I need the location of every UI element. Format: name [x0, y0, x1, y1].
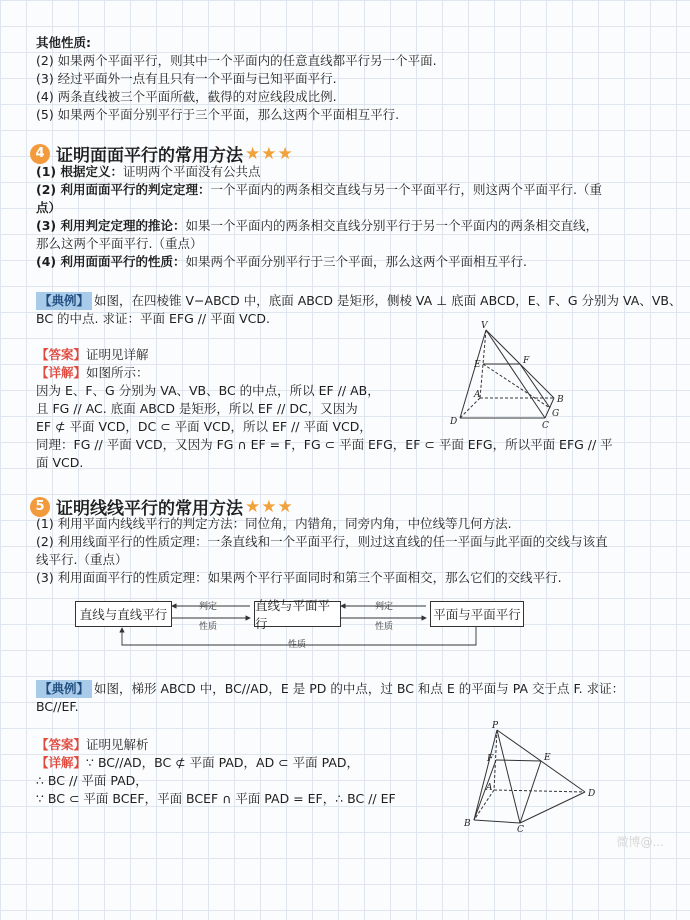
example-line [36, 292, 681, 310]
flow-arrows [0, 595, 690, 655]
example-text: 如图，梯形 ABCD 中，BC//AD，E 是 PD 的中点，过 BC 和点 E 的平面与 PA 交于点 F. 求证： [94, 681, 625, 696]
method-text: 如果两个平面分别平行于三个平面，那么这两个平面相互平行. [185, 254, 527, 269]
method-line [36, 235, 202, 253]
method-label: 点） [36, 200, 62, 215]
figure-label: E [544, 753, 551, 763]
figure-label: V [481, 321, 488, 331]
section4-title-text: 证明面面平行的常用方法 [56, 146, 243, 166]
section5-stars: ★★★ [245, 496, 294, 517]
answer-tag: 【答案】 [36, 347, 87, 362]
property-item: (3) 经过平面外一点有且只有一个平面与已知平面平行. [36, 71, 337, 86]
answer-text: 证明见详解 [86, 347, 149, 362]
method-line [36, 163, 261, 181]
watermark: 微博@... [616, 835, 664, 849]
method-line [36, 199, 61, 217]
example-tag: 【典例】 [36, 680, 92, 698]
method-label: (1) 根据定义： [36, 164, 123, 179]
detail-line: ∴ BC // 平面 PAD， [36, 773, 148, 788]
flow-box-plane-plane: 平面与平面平行 [430, 601, 524, 627]
method-line [36, 181, 602, 199]
method-line [36, 253, 527, 271]
section4-stars: ★★★ [245, 143, 294, 164]
detail-line: 且 FG // AC. 底面 ABCD 是矩形，所以 EF // DC，又因为 [36, 401, 358, 416]
example-tag: 【典例】 [36, 292, 92, 310]
other-properties-heading: 其他性质: [36, 35, 91, 50]
figure-label: P [492, 721, 499, 731]
method-text: 一个平面内的两条相交直线与另一个平面平行，则这两个平面平行.（重 [210, 182, 602, 197]
figure-label: G [552, 409, 560, 419]
figure-label: F [523, 356, 530, 366]
detail-text: 如图所示： [86, 365, 149, 380]
figure-label: F [487, 754, 494, 764]
method-text: 证明两个平面没有公共点 [122, 164, 261, 179]
method-text: 那么这两个平面平行.（重点） [36, 236, 203, 251]
section4-number: 4 [30, 144, 50, 164]
property-item: (2) 如果两个平面平行，则其中一个平面内的任意直线都平行另一个平面. [36, 53, 437, 68]
flow-label-property: 性质 [375, 622, 394, 632]
example-text: 如图，在四棱锥 V−ABCD 中，底面 ABCD 是矩形，侧棱 VA ⊥ 底面 ABCD，E、F、G 分别为 VA、VB、 [94, 293, 682, 308]
detail-line: ∵ BC ⊂ 平面 BCEF，平面 BCEF ∩ 平面 PAD = EF，∴ BC // EF [36, 791, 396, 806]
detail-tag: 【详解】 [36, 365, 87, 380]
answer-text: 证明见解析 [86, 737, 149, 752]
answer-line [36, 346, 149, 364]
method-label: (4) 利用面面平行的性质： [36, 254, 186, 269]
detail-line [36, 754, 359, 772]
flow-box-line-plane: 直线与平面平行 [254, 601, 341, 627]
example-line [36, 680, 624, 698]
flow-label-judge: 判定 [199, 602, 218, 612]
method-line: 线平行.（重点） [36, 552, 128, 567]
method-label: (3) 利用判定定理的推论： [36, 218, 186, 233]
detail-line [36, 364, 149, 382]
answer-line [36, 736, 149, 754]
flow-label-property: 性质 [199, 622, 218, 632]
section5-title-text: 证明线线平行的常用方法 [56, 499, 243, 519]
figure-label: C [542, 421, 549, 430]
section5-number: 5 [30, 497, 50, 517]
detail-line: EF ⊄ 平面 VCD，DC ⊂ 平面 VCD，所以 EF // 平面 VCD， [36, 419, 372, 434]
detail-line: 同理：FG // 平面 VCD，又因为 FG ∩ EF = F，FG ⊂ 平面 EFG，EF ⊂ 平面 EFG，所以平面 EFG // 平 [36, 437, 613, 452]
figure-label: B [557, 395, 564, 405]
figure-label: A [474, 390, 481, 400]
figure-label: D [588, 789, 596, 799]
flow-box-line-line: 直线与直线平行 [75, 601, 172, 627]
figure-label: C [517, 825, 524, 835]
example-line: BC 的中点. 求证：平面 EFG // 平面 VCD. [36, 311, 270, 326]
method-line: (1) 利用平面内线线平行的判定方法：同位角，内错角，同旁内角，中位线等几何方法. [36, 516, 512, 531]
flow-label-property: 性质 [288, 640, 307, 650]
detail-line: 因为 E、F、G 分别为 VA、VB、BC 的中点，所以 EF // AB， [36, 383, 380, 398]
detail-tag: 【详解】 [36, 755, 87, 770]
pyramid-figure [450, 320, 580, 430]
property-item: (5) 如果两个平面分别平行于三个平面，那么这两个平面相互平行. [36, 107, 400, 122]
property-item: (4) 两条直线被三个平面所截，截得的对应线段成比例. [36, 89, 337, 104]
method-line: (3) 利用面面平行的性质定理：如果两个平行平面同时和第三个平面相交，那么它们的交线平行. [36, 570, 562, 585]
figure-label: D [450, 417, 458, 427]
flow-label-judge: 判定 [375, 602, 394, 612]
figure-label: E [474, 360, 481, 370]
figure-label: B [464, 819, 471, 829]
method-label: (2) 利用面面平行的判定定理： [36, 182, 211, 197]
method-text: 如果一个平面内的两条相交直线分别平行于另一个平面内的两条相交直线， [185, 218, 598, 233]
trapezoid-pyramid-figure [462, 720, 602, 835]
detail-text: ∵ BC//AD，BC ⊄ 平面 PAD，AD ⊂ 平面 PAD， [86, 755, 360, 770]
answer-tag: 【答案】 [36, 737, 87, 752]
method-line [36, 217, 598, 235]
example-line: BC//EF. [36, 699, 79, 714]
detail-line: 面 VCD. [36, 455, 84, 470]
method-line: (2) 利用线面平行的性质定理：一条直线和一个平面平行，则过这直线的任一平面与此平面的交线与该直 [36, 534, 608, 549]
figure-label: A [486, 783, 493, 793]
